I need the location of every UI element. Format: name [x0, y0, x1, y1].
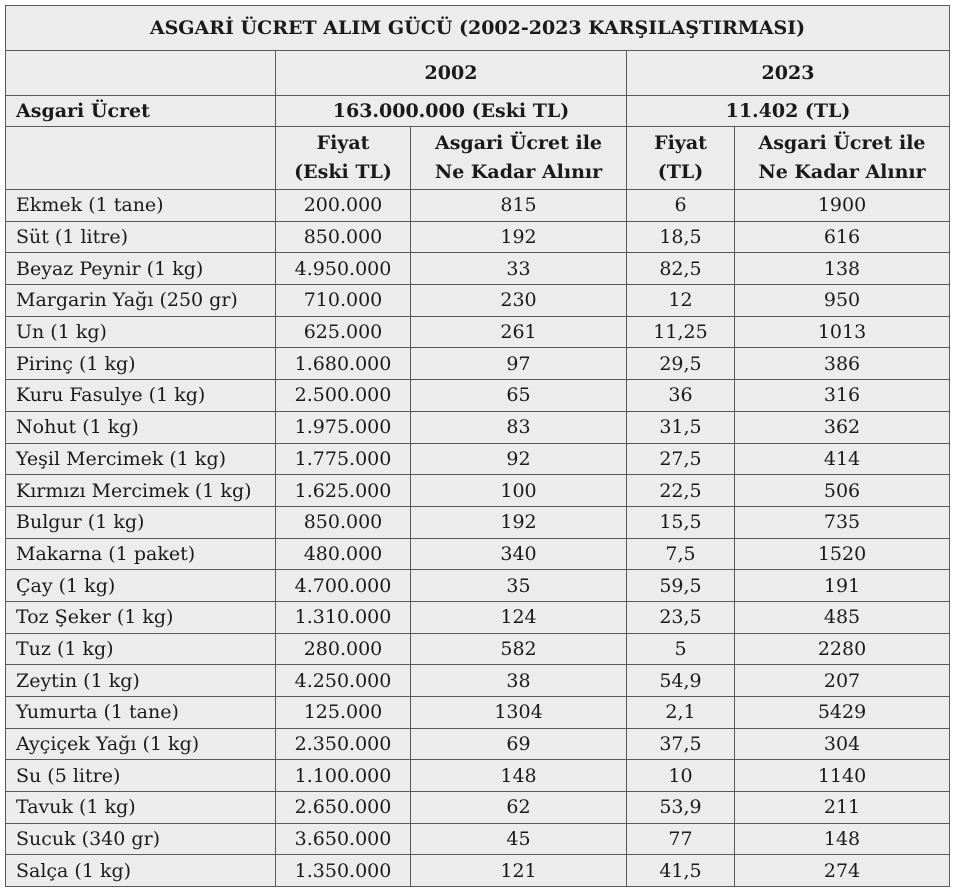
table-row — [6, 633, 950, 665]
price-2023-cell: 29,5 — [627, 348, 735, 380]
minimum-wage-2023: 11.402 (TL) — [627, 96, 950, 127]
product-name-cell: Su (5 litre) — [6, 760, 276, 792]
product-name-cell: Margarin Yağı (250 gr) — [6, 285, 276, 317]
table-row — [6, 221, 950, 253]
comparison-table-container — [5, 5, 949, 891]
quantity-2023-cell: 1013 — [735, 316, 950, 348]
column-subheader-row — [6, 127, 950, 190]
price-2023-cell: 27,5 — [627, 443, 735, 475]
quantity-2023-header-line1: Asgari Ücret ile — [758, 132, 926, 154]
price-2002-cell: 1.975.000 — [276, 411, 411, 443]
quantity-2002-cell: 124 — [411, 601, 627, 633]
price-2023-cell: 41,5 — [627, 855, 735, 887]
product-name-cell: Zeytin (1 kg) — [6, 665, 276, 697]
price-2002-header-line2: (Eski TL) — [294, 161, 392, 183]
quantity-2023-cell: 304 — [735, 728, 950, 760]
product-name-cell: Kuru Fasulye (1 kg) — [6, 380, 276, 412]
product-name-cell: Pirinç (1 kg) — [6, 348, 276, 380]
quantity-2002-cell: 815 — [411, 190, 627, 222]
quantity-2002-cell: 45 — [411, 823, 627, 855]
quantity-2023-cell: 1900 — [735, 190, 950, 222]
price-2023-cell: 31,5 — [627, 411, 735, 443]
quantity-2023-header-line2: Ne Kadar Alınır — [758, 161, 926, 183]
product-name-cell: Un (1 kg) — [6, 316, 276, 348]
price-2023-cell: 53,9 — [627, 792, 735, 824]
quantity-2023-cell: 2280 — [735, 633, 950, 665]
table-row — [6, 443, 950, 475]
year-header-2002: 2002 — [276, 51, 627, 96]
table-row — [6, 316, 950, 348]
quantity-2002-cell: 65 — [411, 380, 627, 412]
price-2002-cell: 4.950.000 — [276, 253, 411, 285]
table-row — [6, 665, 950, 697]
table-row — [6, 475, 950, 507]
price-2023-header-line1: Fiyat — [654, 132, 707, 154]
price-2023-cell: 22,5 — [627, 475, 735, 507]
price-2023-cell: 2,1 — [627, 697, 735, 729]
quantity-2002-cell: 1304 — [411, 697, 627, 729]
price-2023-cell: 12 — [627, 285, 735, 317]
table-row — [6, 728, 950, 760]
table-row — [6, 285, 950, 317]
quantity-2023-cell: 148 — [735, 823, 950, 855]
price-2002-cell: 4.250.000 — [276, 665, 411, 697]
table-row — [6, 253, 950, 285]
product-name-cell: Yumurta (1 tane) — [6, 697, 276, 729]
quantity-2002-cell: 192 — [411, 506, 627, 538]
price-2023-cell: 15,5 — [627, 506, 735, 538]
table-row — [6, 411, 950, 443]
price-2002-cell: 1.625.000 — [276, 475, 411, 507]
quantity-2002-cell: 148 — [411, 760, 627, 792]
product-rows — [6, 190, 950, 887]
price-2023-header — [627, 127, 735, 190]
quantity-2023-cell: 211 — [735, 792, 950, 824]
product-name-cell: Süt (1 litre) — [6, 221, 276, 253]
quantity-2023-cell: 274 — [735, 855, 950, 887]
table-row — [6, 190, 950, 222]
product-name-cell: Sucuk (340 gr) — [6, 823, 276, 855]
quantity-2023-cell: 5429 — [735, 697, 950, 729]
quantity-2023-cell: 191 — [735, 570, 950, 602]
price-2023-cell: 37,5 — [627, 728, 735, 760]
price-2023-cell: 6 — [627, 190, 735, 222]
empty-corner-cell — [6, 51, 276, 96]
table-title: ASGARİ ÜCRET ALIM GÜCÜ (2002-2023 KARŞILAŞTIRMASI) — [6, 6, 950, 51]
quantity-2023-cell: 316 — [735, 380, 950, 412]
product-name-cell: Beyaz Peynir (1 kg) — [6, 253, 276, 285]
quantity-2023-cell: 207 — [735, 665, 950, 697]
table-row — [6, 760, 950, 792]
price-2002-cell: 3.650.000 — [276, 823, 411, 855]
quantity-2002-cell: 83 — [411, 411, 627, 443]
year-header-2023: 2023 — [627, 51, 950, 96]
table-row — [6, 855, 950, 887]
quantity-2023-cell: 138 — [735, 253, 950, 285]
quantity-2002-cell: 38 — [411, 665, 627, 697]
quantity-2023-cell: 485 — [735, 601, 950, 633]
product-name-cell: Yeşil Mercimek (1 kg) — [6, 443, 276, 475]
table-row — [6, 823, 950, 855]
price-2002-header — [276, 127, 411, 190]
table-row — [6, 697, 950, 729]
price-2002-cell: 850.000 — [276, 506, 411, 538]
price-2023-cell: 23,5 — [627, 601, 735, 633]
table-row — [6, 506, 950, 538]
product-name-cell: Tavuk (1 kg) — [6, 792, 276, 824]
product-name-cell: Nohut (1 kg) — [6, 411, 276, 443]
quantity-2002-header — [411, 127, 627, 190]
price-2002-cell: 2.500.000 — [276, 380, 411, 412]
quantity-2002-header-line2: Ne Kadar Alınır — [434, 161, 603, 183]
quantity-2023-cell: 506 — [735, 475, 950, 507]
price-2002-cell: 1.775.000 — [276, 443, 411, 475]
product-name-cell: Salça (1 kg) — [6, 855, 276, 887]
minimum-wage-table — [5, 5, 950, 887]
price-2002-cell: 2.350.000 — [276, 728, 411, 760]
quantity-2002-cell: 230 — [411, 285, 627, 317]
price-2002-cell: 1.310.000 — [276, 601, 411, 633]
quantity-2002-cell: 62 — [411, 792, 627, 824]
minimum-wage-2002: 163.000.000 (Eski TL) — [276, 96, 627, 127]
price-2023-cell: 7,5 — [627, 538, 735, 570]
product-name-cell: Bulgur (1 kg) — [6, 506, 276, 538]
quantity-2002-cell: 121 — [411, 855, 627, 887]
table-row — [6, 601, 950, 633]
price-2023-cell: 59,5 — [627, 570, 735, 602]
price-2023-header-line2: (TL) — [657, 161, 704, 183]
price-2002-cell: 625.000 — [276, 316, 411, 348]
quantity-2023-cell: 616 — [735, 221, 950, 253]
price-2002-cell: 125.000 — [276, 697, 411, 729]
price-2023-cell: 36 — [627, 380, 735, 412]
table-row — [6, 348, 950, 380]
price-2002-cell: 4.700.000 — [276, 570, 411, 602]
empty-subheader-cell — [6, 127, 276, 190]
quantity-2002-cell: 261 — [411, 316, 627, 348]
product-name-cell: Kırmızı Mercimek (1 kg) — [6, 475, 276, 507]
price-2023-cell: 77 — [627, 823, 735, 855]
quantity-2023-cell: 414 — [735, 443, 950, 475]
quantity-2023-cell: 1520 — [735, 538, 950, 570]
table-row — [6, 792, 950, 824]
price-2002-header-line1: Fiyat — [316, 132, 370, 154]
quantity-2002-cell: 33 — [411, 253, 627, 285]
quantity-2023-cell: 386 — [735, 348, 950, 380]
table-row — [6, 538, 950, 570]
quantity-2023-cell: 1140 — [735, 760, 950, 792]
quantity-2002-cell: 100 — [411, 475, 627, 507]
price-2023-cell: 54,9 — [627, 665, 735, 697]
quantity-2023-header — [735, 127, 950, 190]
price-2002-cell: 710.000 — [276, 285, 411, 317]
price-2002-cell: 850.000 — [276, 221, 411, 253]
quantity-2023-cell: 735 — [735, 506, 950, 538]
quantity-2002-cell: 192 — [411, 221, 627, 253]
product-name-cell: Toz Şeker (1 kg) — [6, 601, 276, 633]
quantity-2023-cell: 950 — [735, 285, 950, 317]
product-name-cell: Tuz (1 kg) — [6, 633, 276, 665]
table-row — [6, 570, 950, 602]
quantity-2023-cell: 362 — [735, 411, 950, 443]
price-2023-cell: 82,5 — [627, 253, 735, 285]
product-name-cell: Ekmek (1 tane) — [6, 190, 276, 222]
price-2002-cell: 480.000 — [276, 538, 411, 570]
product-name-cell: Çay (1 kg) — [6, 570, 276, 602]
price-2023-cell: 10 — [627, 760, 735, 792]
price-2002-cell: 280.000 — [276, 633, 411, 665]
price-2002-cell: 1.100.000 — [276, 760, 411, 792]
price-2002-cell: 200.000 — [276, 190, 411, 222]
price-2023-cell: 18,5 — [627, 221, 735, 253]
quantity-2002-cell: 97 — [411, 348, 627, 380]
quantity-2002-cell: 582 — [411, 633, 627, 665]
price-2002-cell: 1.680.000 — [276, 348, 411, 380]
product-name-cell: Ayçiçek Yağı (1 kg) — [6, 728, 276, 760]
price-2002-cell: 2.650.000 — [276, 792, 411, 824]
price-2002-cell: 1.350.000 — [276, 855, 411, 887]
quantity-2002-header-line1: Asgari Ücret ile — [434, 132, 603, 154]
quantity-2002-cell: 92 — [411, 443, 627, 475]
price-2023-cell: 11,25 — [627, 316, 735, 348]
quantity-2002-cell: 340 — [411, 538, 627, 570]
quantity-2002-cell: 35 — [411, 570, 627, 602]
product-name-cell: Makarna (1 paket) — [6, 538, 276, 570]
minimum-wage-label: Asgari Ücret — [6, 96, 276, 127]
minimum-wage-row — [6, 96, 950, 127]
price-2023-cell: 5 — [627, 633, 735, 665]
table-row — [6, 380, 950, 412]
quantity-2002-cell: 69 — [411, 728, 627, 760]
